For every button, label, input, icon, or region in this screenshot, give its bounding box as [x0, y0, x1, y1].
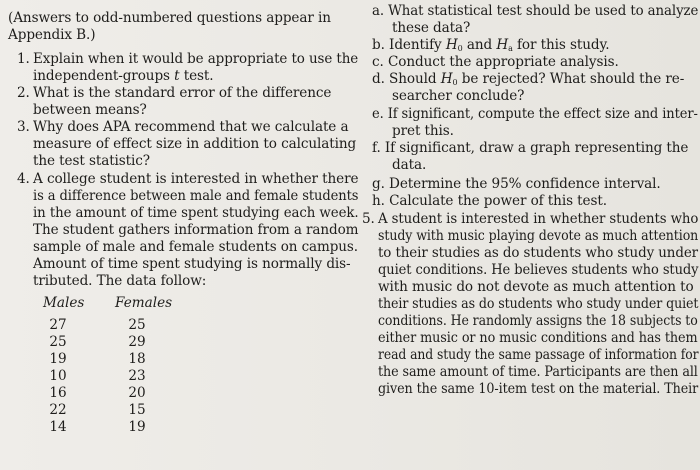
question-5-line: read and study the same passage of information for [378, 347, 699, 363]
sub-question-a-cont: these data? [392, 20, 471, 36]
question-5-line: quiet conditions. He believes students who study [378, 262, 699, 278]
table-cell-male: 19 [49, 351, 67, 367]
sub-question-h: h. Calculate the power of this test. [372, 193, 607, 209]
question-4-line: sample of male and female students on campus. [33, 239, 358, 255]
question-3-line: measure of effect size in addition to calculating [33, 136, 357, 152]
sub-question-e-cont: pret this. [392, 123, 454, 139]
h-symbol: H [445, 37, 458, 53]
question-5-line: the same amount of time. Participants are then all [378, 364, 698, 380]
sub-question-g: g. Determine the 95% confidence interval. [372, 176, 661, 192]
sub-question-e: e. If significant, compute the effect size and inter- [372, 106, 698, 122]
table-cell-male: 14 [49, 419, 67, 435]
sub-question-a: a. What statistical test should be used to analyze [372, 3, 699, 19]
question-1-line: Explain when it would be appropriate to use the [33, 51, 359, 67]
table-cell-male: 10 [49, 368, 67, 384]
subscript: 0 [457, 44, 463, 53]
column-header-males: Males [43, 295, 85, 311]
sub-question-d-cont: searcher conclude? [392, 88, 525, 104]
question-5-number: 5. [362, 211, 375, 227]
question-5-line: with music do not devote as much attention to [378, 279, 694, 295]
question-2-line: between means? [33, 102, 147, 118]
subscript: a [508, 44, 513, 53]
d-text: d. Should [372, 71, 441, 87]
table-cell-female: 15 [128, 402, 146, 418]
question-4-line: The student gathers information from a random [33, 222, 359, 238]
q1-t-italic: t [174, 68, 180, 84]
question-5-line: study with music playing devote as much attention [378, 228, 699, 244]
table-cell-male: 16 [49, 385, 67, 401]
question-4-line: is a difference between male and female students [33, 188, 359, 204]
data-table [8, 295, 208, 445]
question-2-line: What is the standard error of the difference [33, 85, 332, 101]
q1-text: test. [179, 68, 214, 84]
question-1-line [33, 68, 214, 85]
question-4-line: Amount of time spent studying is normally dis- [33, 256, 351, 272]
question-4-line: tributed. The data follow: [33, 273, 207, 289]
subscript: 0 [452, 78, 458, 87]
table-cell-female: 19 [128, 419, 146, 435]
column-header-females: Females [115, 295, 173, 311]
q1-text: independent-groups [33, 68, 175, 84]
question-5-line: to their studies as do students who study under [378, 245, 699, 261]
intro-line: Appendix B.) [8, 27, 96, 43]
intro-line: (Answers to odd-numbered questions appear in [8, 10, 331, 26]
table-cell-female: 18 [128, 351, 146, 367]
table-cell-female: 25 [128, 317, 146, 333]
h-symbol: H [496, 37, 509, 53]
b-text: and [462, 37, 497, 53]
table-cell-male: 27 [49, 317, 67, 333]
question-4-line: A college student is interested in whether there [33, 171, 359, 187]
question-2-number: 2. [17, 85, 30, 101]
table-cell-female: 20 [128, 385, 146, 401]
table-cell-female: 29 [128, 334, 146, 350]
question-5-line: A student is interested in whether students who [378, 211, 699, 227]
question-3-line: the test statistic? [33, 153, 150, 169]
table-cell-male: 22 [49, 402, 67, 418]
question-3-line: Why does APA recommend that we calculate a [33, 119, 349, 135]
question-5-line: their studies as do students who study under quiet [378, 296, 699, 312]
h-symbol: H [440, 71, 453, 87]
question-4-line: in the amount of time spent studying each week. [33, 205, 359, 221]
sub-question-f: f. If significant, draw a graph representing the [372, 140, 689, 156]
sub-question-f-cont: data. [392, 157, 427, 173]
intro-note [8, 10, 331, 27]
question-3-number: 3. [17, 119, 30, 135]
d-text: be rejected? What should the re- [457, 71, 685, 87]
b-text: b. Identify [372, 37, 446, 53]
b-text: for this study. [512, 37, 610, 53]
table-cell-female: 23 [128, 368, 146, 384]
table-cell-male: 25 [49, 334, 67, 350]
intro-note-cont [8, 27, 95, 44]
question-4-number: 4. [17, 171, 30, 187]
sub-question-c: c. Conduct the appropriate analysis. [372, 54, 619, 70]
question-1-number: 1. [17, 51, 30, 67]
question-5-line: given the same 10-item test on the material. Their [378, 381, 699, 397]
question-5-line: either music or no music conditions and has them [378, 330, 698, 346]
question-5-line: conditions. He randomly assigns the 18 subjects to [378, 313, 698, 329]
